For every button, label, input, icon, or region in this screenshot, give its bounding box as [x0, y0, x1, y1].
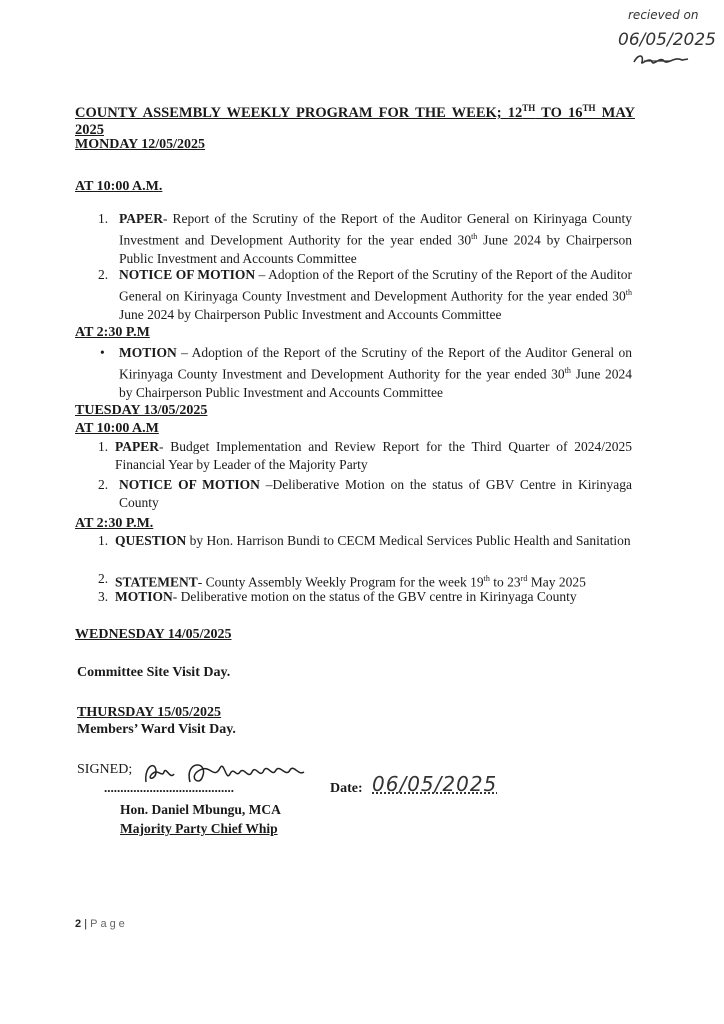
- item-label: STATEMENT: [115, 574, 198, 590]
- item-label: QUESTION: [115, 533, 187, 548]
- list-item: [98, 532, 632, 550]
- item-number: 2.: [98, 571, 109, 586]
- list-item: [98, 210, 632, 268]
- item-sup-2: rd: [520, 574, 528, 583]
- list-item: [98, 588, 632, 606]
- item-text: - Budget Implementation and Review Report for the Third Quarter of 2024/2025 Financial Year by Leader of the Majority Party: [115, 439, 632, 472]
- title-sup-1: TH: [522, 103, 536, 113]
- item-text-end: June 2024 by Chairperson Public Investment and Accounts Committee: [119, 306, 502, 322]
- list-item: [98, 476, 632, 512]
- item-sup: th: [564, 366, 571, 375]
- list-item: [98, 438, 632, 474]
- item-text: – Adoption of the Report of the Scrutiny of the Report of the Auditor General on Kirinyaga County Investment and Development Authority for the year ended 30: [119, 267, 632, 304]
- page-number: 2: [75, 918, 82, 930]
- item-number: 1.: [98, 439, 109, 454]
- handwritten-receipt-note: [628, 8, 699, 22]
- signed-label: SIGNED;: [77, 762, 133, 777]
- page-word: Page: [90, 918, 128, 930]
- signature-scribble-icon: [140, 756, 310, 790]
- title-text-1: COUNTY ASSEMBLY WEEKLY PROGRAM FOR THE WEEK; 12: [75, 104, 523, 121]
- item-number: 1.: [98, 211, 109, 226]
- wednesday-heading: WEDNESDAY 14/05/2025: [75, 627, 232, 642]
- tuesday-pm-heading: AT 2:30 P.M.: [75, 516, 154, 531]
- item-label: MOTION: [115, 589, 173, 604]
- page-footer: [75, 918, 128, 930]
- item-text: by Hon. Harrison Bundi to CECM Medical Services Public Health and Sanitation: [186, 533, 631, 548]
- item-sup: th: [471, 232, 478, 241]
- title-sup-2: TH: [582, 103, 596, 113]
- item-label: NOTICE OF MOTION: [119, 267, 256, 282]
- item-sup: th: [483, 574, 490, 583]
- wednesday-note: Committee Site Visit Day.: [77, 665, 231, 680]
- thursday-heading: THURSDAY 15/05/2025: [77, 705, 222, 720]
- item-text: – Adoption of the Report of the Scrutiny of the Report of the Auditor General on Kirinyaga County Investment and Development Authority for the year ended 30: [119, 345, 632, 382]
- date-value: 06/05/2025: [372, 772, 498, 796]
- title-text-3: MAY 2025: [75, 104, 635, 138]
- list-item: [98, 344, 632, 402]
- receipt-note-date: 06/05/2025: [618, 30, 716, 50]
- tuesday-heading: TUESDAY 13/05/2025: [75, 403, 208, 418]
- item-text-end: June 2024 by Chairperson Public Investment and Accounts Committee: [119, 366, 633, 400]
- item-text: - County Assembly Weekly Program for the week 19: [197, 574, 484, 590]
- tuesday-am-heading: AT 10:00 A.M: [75, 421, 159, 436]
- monday-pm-heading: AT 2:30 P.M: [75, 325, 150, 340]
- monday-am-heading: AT 10:00 A.M.: [75, 179, 163, 194]
- signatory-role: Majority Party Chief Whip: [120, 821, 278, 836]
- signature-dots: ........................................: [104, 780, 234, 795]
- list-item: [98, 266, 632, 324]
- signatory-name: Hon. Daniel Mbungu, MCA: [120, 802, 281, 817]
- bullet-icon: •: [100, 345, 105, 360]
- thursday-note: Members’ Ward Visit Day.: [77, 722, 236, 737]
- item-label: NOTICE OF MOTION: [119, 477, 260, 492]
- item-text: –Deliberative Motion on the status of GBV Centre in Kirinyaga County: [119, 477, 633, 510]
- title-text-2: TO 16: [535, 104, 583, 121]
- document-title: [75, 100, 635, 139]
- monday-heading: MONDAY 12/05/2025: [75, 137, 206, 152]
- handwritten-receipt-date: [618, 30, 716, 50]
- item-number: 2.: [98, 477, 109, 492]
- item-number: 1.: [98, 533, 109, 548]
- receipt-note-line1: recieved on: [628, 8, 699, 22]
- item-text-end: May 2025: [527, 574, 586, 590]
- item-sup: th: [625, 288, 632, 297]
- item-label: PAPER: [119, 211, 163, 226]
- item-number: 3.: [98, 589, 109, 604]
- date-label: Date:: [330, 781, 363, 796]
- item-text-end: June 2024 by Chairperson Public Investment and Accounts Committee: [119, 232, 633, 266]
- item-text: - Deliberative motion on the status of the GBV centre in Kirinyaga County: [172, 589, 577, 604]
- item-label: PAPER: [115, 439, 159, 454]
- footer-separator: |: [84, 918, 88, 930]
- item-number: 2.: [98, 267, 109, 282]
- item-text: - Report of the Scrutiny of the Report of the Auditor General on Kirinyaga County Investment and Development Authority for the year ended 30: [119, 211, 632, 248]
- item-text-mid: to 23: [489, 574, 521, 590]
- item-label: MOTION: [119, 345, 177, 360]
- initials-scribble-icon: [630, 52, 692, 68]
